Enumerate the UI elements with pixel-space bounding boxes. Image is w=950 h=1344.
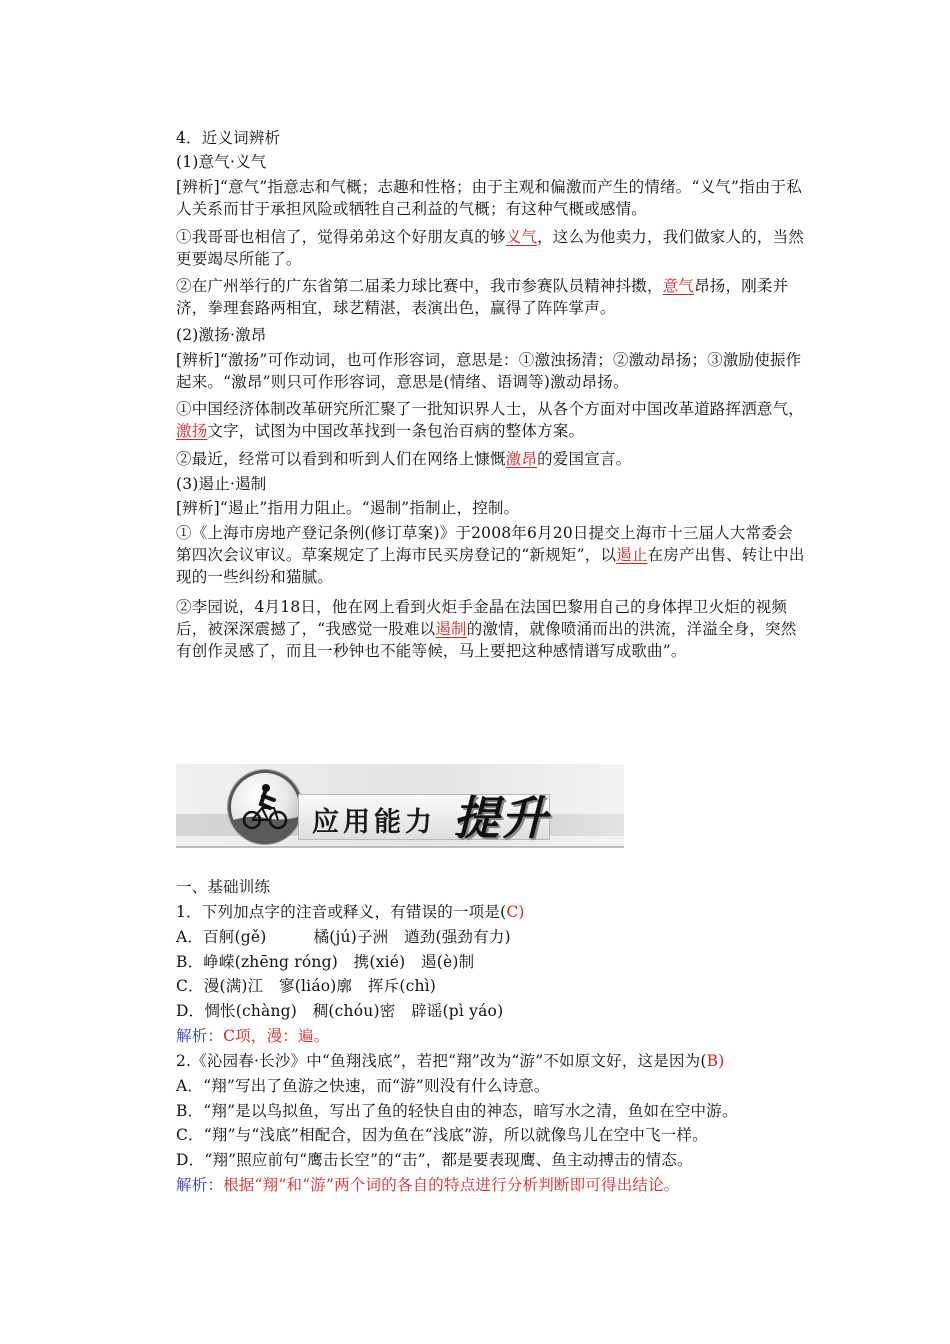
question-2-answer: B [706, 1052, 719, 1070]
example-3-2-post: 的激情，就像喷涌而出的洪流，洋溢全身，突然有创作灵感了，而且一秒钟也不能等候，马上要把这种感情谱写成歌曲”。 [176, 620, 797, 660]
example-3-2-pre: ②李园说，4月18日，他在网上看到火炬手金晶在法国巴黎用自己的身体捍卫火炬的视频后，被深深震撼了，“我感觉一股难以 [176, 598, 788, 638]
question-1-stem-end: ) [518, 903, 525, 921]
question-2-explanation-label: 解析： [176, 1176, 224, 1194]
example-2-2 [176, 448, 631, 470]
example-3-1-pre: ①《上海市房地产登记条例(修订草案)》于2008年6月20日提交上海市十三届人大常委会第四次会议审议。草案规定了上海市民买房登记的“新规矩”，以 [176, 524, 793, 564]
group-title-2: (2)激扬·激昂 [176, 326, 267, 344]
banner-text-big: 提升 [453, 791, 549, 845]
example-3-1 [176, 522, 806, 588]
example-2-2-answer: 激昂 [505, 450, 538, 468]
question-1-explanation-text: C项，漫：遍。 [223, 1027, 330, 1045]
question-2-stem-text: 2.《沁园春·长沙》中“鱼翔浅底”，若把“翔”改为“游”不如原文好，这是因为( [176, 1052, 707, 1070]
example-1-1 [176, 226, 806, 270]
example-1-1-post: ，这么为他卖力，我们做家人的，当然更要竭尽所能了。 [176, 228, 805, 268]
example-1-2 [176, 275, 806, 319]
section-heading: 4．近义词辨析 [176, 129, 281, 147]
question-1-stem [176, 901, 525, 923]
banner-underline [176, 846, 624, 848]
analysis-3: [辨析]“遏止”指用力阻止。“遏制”指制止，控制。 [176, 499, 520, 517]
question-1-explanation-label: 解析： [176, 1027, 224, 1045]
example-1-1-pre: ①我哥哥也相信了，觉得弟弟这个好朋友真的够 [176, 228, 506, 246]
section-banner [176, 764, 624, 850]
question-1-option-d: D．惆怅(chàng) 稠(chóu)密 辟谣(pì yáo) [176, 1002, 504, 1020]
banner-text-small: 应用能力 [312, 807, 436, 838]
example-3-2 [176, 596, 806, 662]
question-1-option-c: C．漫(满)江 寥(liáo)廓 挥斥(chì) [176, 977, 437, 995]
example-2-2-post: 的爱国宣言。 [537, 450, 632, 468]
question-2-option-d: D．“翔”照应前句“鹰击长空”的“击”，都是要表现鹰、鱼主动搏击的情态。 [176, 1151, 693, 1169]
example-1-2-post: 昂扬，刚柔并济，拳理套路两相宜，球艺精湛，表演出色，赢得了阵阵掌声。 [176, 277, 789, 317]
group-title-1: (1)意气·义气 [176, 153, 267, 171]
group-title-3: (3)遏止·遏制 [176, 475, 267, 493]
example-2-1-answer: 激扬 [176, 422, 208, 440]
analysis-1-text: [辨析]“意气”指意志和气概；志趣和性格；由于主观和偏激而产生的情绪。“义气”指由于私人关系而甘于承担风险或牺牲自己利益的气概；有这种气概或感情。 [176, 178, 802, 218]
example-2-1 [176, 398, 806, 442]
example-2-2-pre: ②最近，经常可以看到和听到人们在网络上慷慨 [176, 450, 506, 468]
question-2-explanation [176, 1174, 680, 1196]
question-2-option-c: C．“翔”与“浅底”相配合，因为鱼在“浅底”游，所以就像鸟儿在空中飞一样。 [176, 1126, 708, 1144]
example-2-1-pre: ①中国经济体制改革研究所汇聚了一批知识界人士，从各个方面对中国改革道路挥洒意气， [176, 400, 805, 418]
exercise-section-title: 一、基础训练 [176, 878, 271, 896]
analysis-2-text: [辨析]“激扬”可作动词，也可作形容词，意思是：①激浊扬清；②激动昂扬；③激励使振作起来。“激昂”则只可作形容词，意思是(情绪、语调等)激动昂扬。 [176, 351, 802, 391]
example-1-1-answer: 义气 [505, 228, 538, 246]
question-2-option-a: A．“翔”写出了鱼游之快速，而“游”则没有什么诗意。 [176, 1077, 550, 1095]
example-3-1-answer: 遏止 [616, 546, 648, 564]
question-1-option-a: A．百舸(gě) 橘(jú)子洲 遒劲(强劲有力) [176, 928, 511, 946]
question-1-answer: C [506, 903, 519, 921]
example-3-2-answer: 遏制 [435, 620, 467, 638]
question-1-stem-text: 1．下列加点字的注音或释义，有错误的一项是( [176, 903, 507, 921]
example-1-2-answer: 意气 [662, 277, 695, 295]
cyclist-icon [228, 770, 302, 844]
example-2-1-post: 文字，试图为中国改革找到一条包治百病的整体方案。 [207, 422, 585, 440]
question-1-explanation [176, 1025, 329, 1047]
question-2-stem-end: ) [718, 1052, 725, 1070]
question-2-stem [176, 1050, 724, 1072]
analysis-2 [176, 349, 806, 393]
question-1-option-b: B．峥嵘(zhēng róng) 携(xié) 遏(è)制 [176, 953, 475, 971]
example-3-1-post: 在房产出售、转让中出现的一些纠纷和猫腻。 [176, 546, 805, 586]
analysis-1 [176, 176, 806, 220]
example-1-2-pre: ②在广州举行的广东省第二届柔力球比赛中，我市参赛队员精神抖擞， [176, 277, 663, 295]
question-2-explanation-text: 根据“翔”和“游”两个词的各自的特点进行分析判断即可得出结论。 [223, 1176, 680, 1194]
question-2-option-b: B．“翔”是以鸟拟鱼，写出了鱼的轻快自由的神态，暗写水之清，鱼如在空中游。 [176, 1102, 738, 1120]
